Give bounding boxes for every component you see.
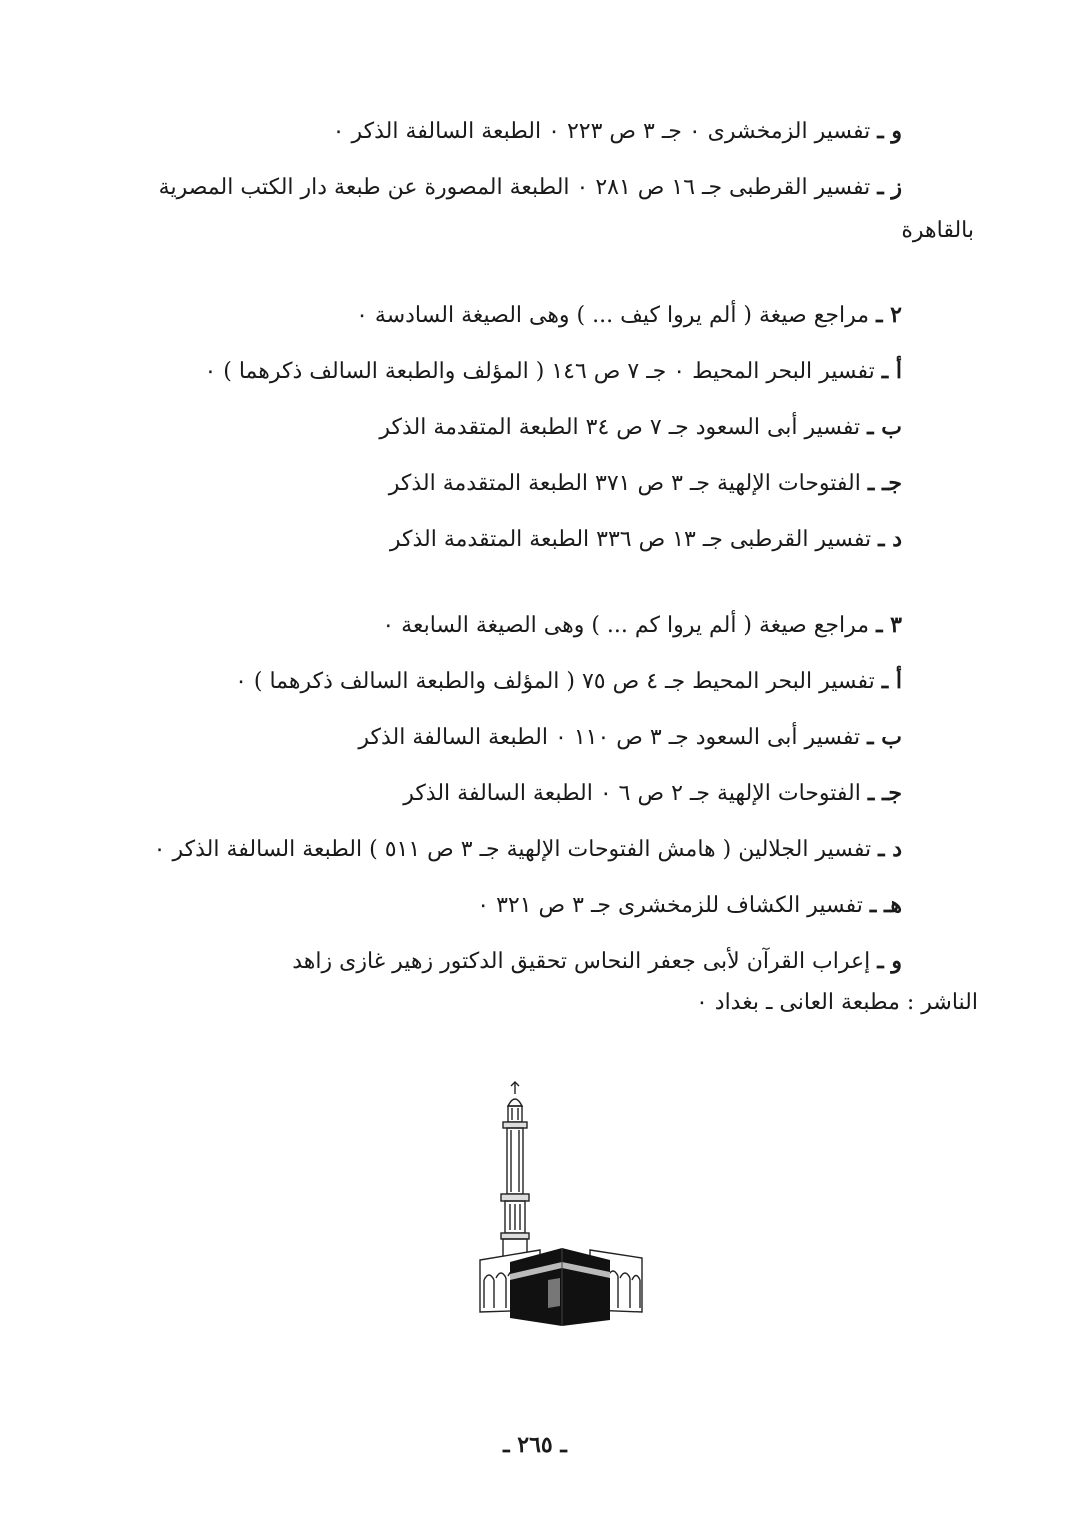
reference-line: [333, 116, 902, 147]
reference-line: [358, 722, 902, 753]
reference-text: تفسير الجلالين ( هامش الفتوحات الإلهية جـ ٣ ص ٥١١ ) الطبعة السالفة الذكر ٠: [153, 837, 872, 862]
item-marker: جـ ـ: [867, 470, 902, 496]
item-marker: ز ـ: [877, 174, 902, 200]
reference-line: [235, 666, 902, 697]
reference-text: تفسير الكشاف للزمخشرى جـ ٣ ص ٣٢١ ٠: [477, 893, 863, 918]
item-marker: د ـ: [878, 836, 902, 862]
item-marker: د ـ: [878, 526, 902, 552]
page-number: ـ ٢٦٥ ـ: [503, 1432, 567, 1458]
kaaba-minaret-illustration: [470, 1080, 650, 1330]
reference-line: [403, 778, 902, 809]
section-title: مراجع صيغة ( ألم يروا كيف ... ) وهى الصيغة السادسة ٠: [356, 303, 870, 328]
reference-text: تفسير البحر المحيط ٠ جـ ٧ ص ١٤٦ ( المؤلف والطبعة السالف ذكرهما ) ٠: [204, 359, 875, 384]
reference-line: [477, 890, 902, 921]
reference-text: تفسير القرطبى جـ ١٦ ص ٢٨١ ٠ الطبعة المصورة عن طبعة دار الكتب المصرية: [158, 175, 871, 200]
section-number: ٢ ـ: [876, 302, 902, 328]
reference-text: إعراب القرآن لأبى جعفر النحاس تحقيق الدكتور زهير غازى زاهد: [292, 949, 871, 974]
reference-text: تفسير أبى السعود جـ ٣ ص ١١٠ ٠ الطبعة السالفة الذكر: [358, 725, 861, 750]
section-title: مراجع صيغة ( ألم يروا كم ... ) وهى الصيغة السابعة ٠: [382, 613, 870, 638]
item-marker: هـ ـ: [869, 892, 902, 918]
reference-text: الفتوحات الإلهية جـ ٣ ص ٣٧١ الطبعة المتقدمة الذكر: [388, 471, 861, 496]
reference-line: [292, 946, 902, 977]
reference-continuation: بالقاهرة: [901, 218, 974, 243]
item-marker: أ ـ: [881, 668, 902, 694]
section-heading: [382, 610, 902, 641]
item-marker: ب ـ: [867, 414, 902, 440]
item-marker: جـ ـ: [867, 780, 902, 806]
reference-text: تفسير القرطبى جـ ١٣ ص ٣٣٦ الطبعة المتقدمة الذكر: [389, 527, 872, 552]
item-marker: ب ـ: [867, 724, 902, 750]
item-marker: و ـ: [877, 948, 902, 974]
reference-line: [389, 468, 902, 499]
section-number: ٣ ـ: [876, 612, 902, 638]
reference-line: [379, 412, 902, 443]
reference-text: تفسير البحر المحيط جـ ٤ ص ٧٥ ( المؤلف والطبعة السالف ذكرهما ) ٠: [235, 669, 875, 694]
reference-continuation: الناشر : مطبعة العانى ـ بغداد ٠: [695, 990, 978, 1015]
reference-line: [159, 172, 902, 203]
reference-text: تفسير الزمخشرى ٠ جـ ٣ ص ٢٢٣ ٠ الطبعة السالفة الذكر ٠: [332, 119, 871, 144]
reference-line: [390, 524, 902, 555]
item-marker: أ ـ: [881, 358, 902, 384]
reference-text: تفسير أبى السعود جـ ٧ ص ٣٤ الطبعة المتقدمة الذكر: [379, 415, 861, 440]
reference-text: الفتوحات الإلهية جـ ٢ ص ٦ ٠ الطبعة السالفة الذكر: [403, 781, 861, 806]
reference-line: [204, 356, 902, 387]
reference-line: [154, 834, 902, 865]
item-marker: و ـ: [877, 118, 902, 144]
section-heading: [356, 300, 902, 331]
